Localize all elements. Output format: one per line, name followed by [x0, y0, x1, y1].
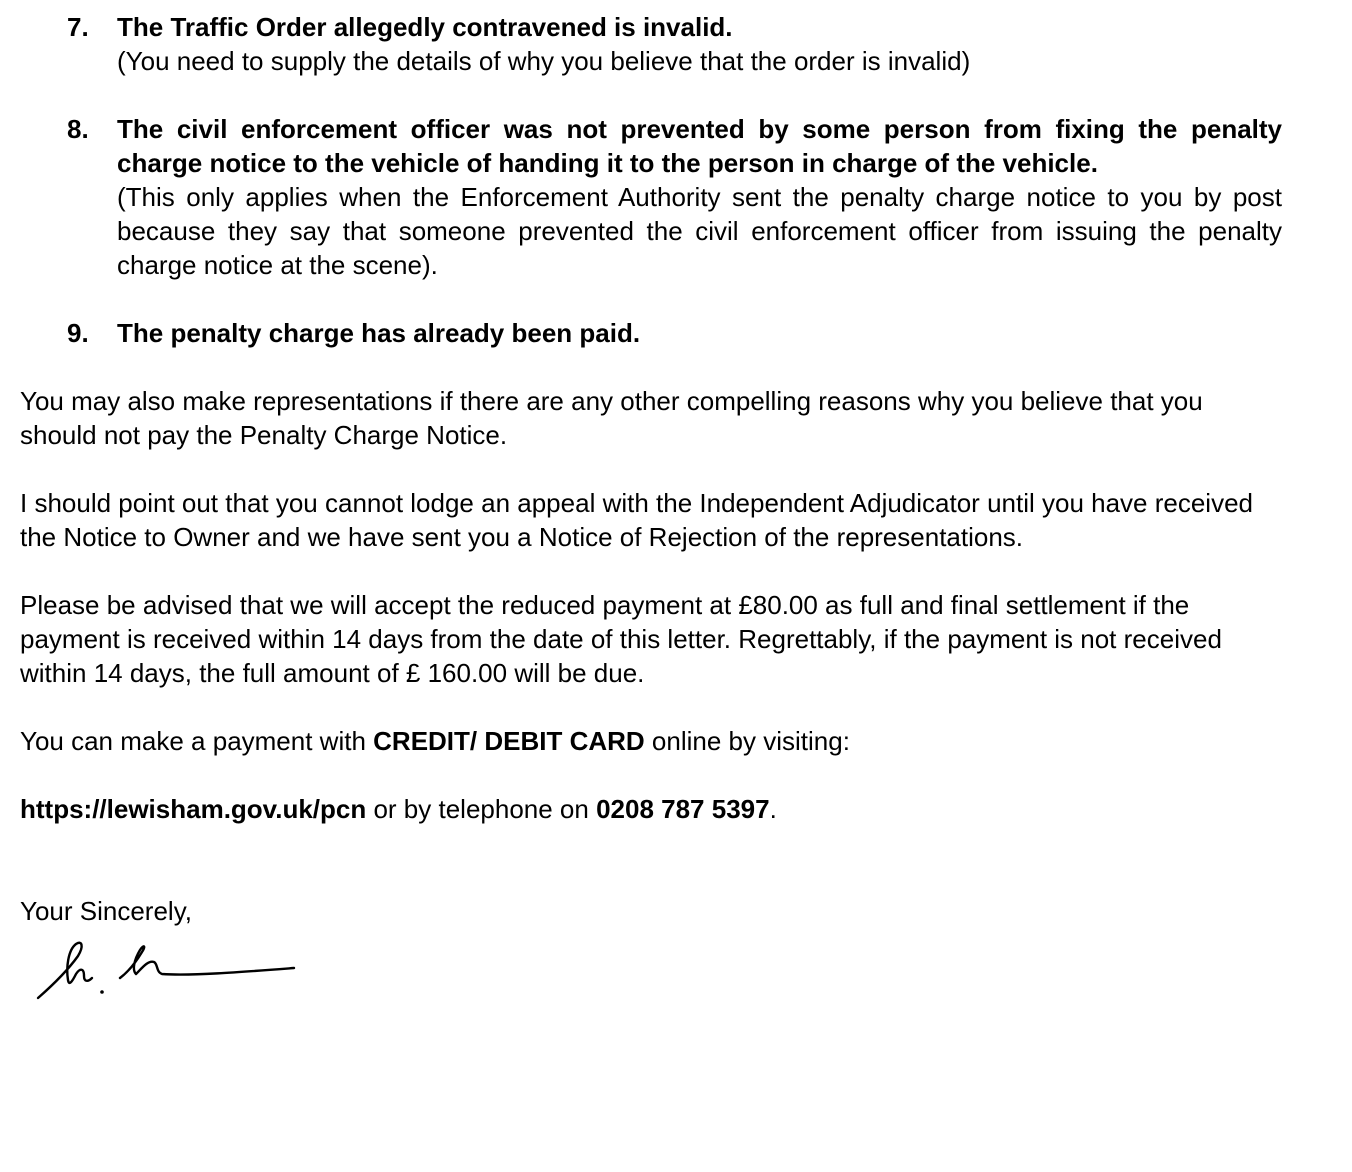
other-reasons-paragraph: You may also make representations if there are any other compelling reasons why you believe that you should not pay the Penalty Charge Notice. — [20, 386, 1203, 450]
payment-url-link[interactable]: https://lewisham.gov.uk/pcn — [20, 794, 367, 824]
payment-contact-paragraph — [20, 792, 1282, 826]
payment-phone-number: 0208 787 5397 — [596, 794, 770, 824]
phone-intro-text: or by telephone on — [366, 794, 597, 824]
ground-number: 9. — [67, 318, 89, 348]
letter-closing — [20, 894, 1282, 1006]
closing-salutation: Your Sincerely, — [20, 896, 192, 926]
signature-image — [32, 936, 322, 1006]
payment-intro-suffix: online by visiting: — [644, 726, 850, 756]
ground-item-9 — [20, 316, 1282, 350]
ground-number: 7. — [67, 12, 89, 42]
payment-method-paragraph — [20, 724, 1282, 758]
grounds-list — [20, 10, 1282, 350]
payment-method: CREDIT/ DEBIT CARD — [373, 726, 645, 756]
phone-suffix: . — [769, 794, 777, 824]
letter-page — [20, 10, 1282, 1006]
ground-title: The penalty charge has already been paid. — [117, 318, 641, 348]
ground-note: (This only applies when the Enforcement Authority sent the penalty charge notice to you by post because they say that someone prevented the civil enforcement officer from issuing the penalty charge notice at the scene). — [117, 182, 1282, 280]
ground-title: The Traffic Order allegedly contravened is invalid. — [117, 12, 733, 42]
payment-intro-text: You can make a payment with — [20, 726, 374, 756]
ground-note: (You need to supply the details of why you believe that the order is invalid) — [117, 46, 971, 76]
ground-number: 8. — [67, 114, 89, 144]
ground-item-7 — [20, 10, 1282, 78]
ground-title: The civil enforcement officer was not prevented by some person from fixing the penalty charge notice to the vehicle of handing it to the person in charge of the vehicle. — [117, 114, 1282, 178]
appeal-paragraph: I should point out that you cannot lodge an appeal with the Independent Adjudicator until you have received the Notice to Owner and we have sent you a Notice of Rejection of the representations. — [20, 488, 1254, 552]
reduced-payment-paragraph: Please be advised that we will accept the reduced payment at £80.00 as full and final settlement if the payment is received within 14 days from the date of this letter. Regrettably, if the payment is not received within 14 days, the full amount of £ 160.00 will be due. — [20, 590, 1222, 688]
ground-item-8 — [20, 112, 1282, 282]
